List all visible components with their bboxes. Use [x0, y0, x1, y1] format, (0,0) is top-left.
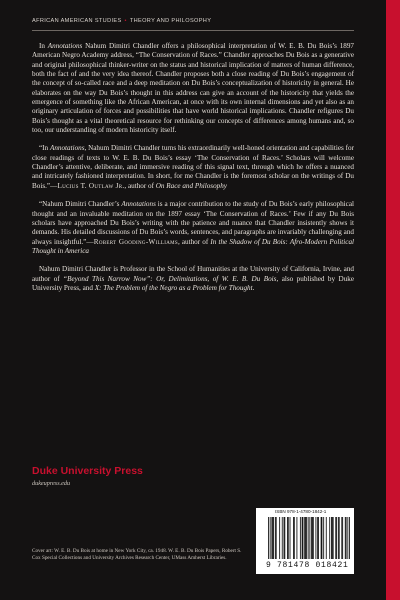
series-line	[32, 18, 211, 24]
barcode-bar	[303, 517, 304, 559]
barcode-bar	[311, 517, 312, 559]
barcode-bar	[331, 517, 332, 559]
blurb-author-book: In the Shadow of Du Bois: Afro-Modern Political Thought in America	[32, 237, 354, 255]
barcode-bar	[326, 517, 327, 559]
bio-lead: Nahum Dimitri Chandler is Professor in the School of Humanities at the University of California, Irvine, and author of	[32, 265, 354, 283]
series-divider	[32, 30, 354, 31]
barcode-bar	[296, 517, 297, 559]
barcode-bar	[313, 517, 314, 559]
barcode-bar	[287, 517, 288, 559]
description-body: Nahum Dimitri Chandler offers a philosophical interpretation of W. E. B. Du Bois’s 1897 American Negro Academy address, “The Conservation of Races.” Chandler approaches Du Bois as a generative and original philosophical thinker-writer on the status and historical implication of matters of human difference, both the fact of and the very idea thereof. Chandler proposes both a close reading of Du Bois’s engagement of the concept of so-called race and a deep meditation on Du Bois’s conceptualization of historicity in general. He elaborates on the way Du Bois’s thought in this address can give an account of the historicity that yields the emergence of something like the African American, at once with its own internal dimensions and yet also as an originary articulation of forces and possibilities that have world historical implications. Chandler refigures Du Bois’s thought as a vital theoretical resource for rethinking our concepts of differences among humans and, so too, our understanding of modern historicity itself.	[32, 42, 355, 135]
barcode-bar	[273, 517, 274, 559]
barcode-bar	[333, 517, 334, 559]
barcode-bar	[342, 517, 343, 559]
barcode-bar	[270, 517, 271, 559]
blurb-author: —Robert Gooding-Williams	[86, 237, 178, 246]
barcode-bar	[341, 517, 342, 559]
description-lead: In	[39, 42, 48, 50]
barcode-bar	[308, 517, 309, 559]
blurb-book-title: Annotations	[121, 200, 156, 209]
publisher-name: Duke University Press	[32, 465, 143, 477]
blurb-affiliation-lead: , author of	[124, 181, 156, 190]
blurb-outlaw	[32, 144, 354, 191]
bio-end: .	[252, 283, 255, 292]
blurb-gooding-williams	[32, 200, 354, 256]
author-bio	[32, 265, 354, 293]
bullet-separator: •	[124, 18, 127, 24]
barcode-bar	[268, 517, 269, 559]
barcode-bar	[323, 517, 324, 559]
barcode-bar	[347, 517, 348, 559]
blurb-author-book: On Race and Philosophy	[155, 181, 227, 190]
barcode-bar	[288, 517, 289, 559]
blurb-lead: “In	[39, 144, 50, 153]
blurb-text: , Nahum Dimitri Chandler turns his extraordinarily well-honed orientation and capabilities for close readings of texts to W. E. B. Du Bois’s essay ‘The Conservation of Races.’ Scholars will welcome Chandler’s attentive, deliberate, and immersive reading of this signal text, through which he offers a nuanced and intricately fashioned interpretation. In short, for me Chandler is the foremost scholar on the writings of Du Bois.”	[32, 144, 354, 190]
description-paragraph	[32, 42, 354, 135]
body-text	[32, 42, 354, 302]
barcode-bar	[338, 517, 339, 559]
barcode-bar	[284, 517, 285, 559]
isbn-label: ISBN 978-1-4780-1842-1	[275, 509, 327, 514]
barcode-bar	[306, 517, 307, 559]
barcode-bar	[272, 517, 273, 559]
barcode-bar	[290, 517, 291, 559]
barcode-bar	[315, 517, 316, 559]
blurb-author: —Lucius T. Outlaw Jr.	[50, 181, 125, 190]
barcode-bar	[294, 517, 295, 559]
barcode-bar	[309, 517, 310, 559]
bio-book-one: “Beyond This Narrow Now”: Or, Delimitations, of W. E. B. Du Bois	[63, 274, 277, 283]
cover-credit: Cover art: W. E. B. Du Bois at home in New York City, ca. 1948. W. E. B. Du Bois Papers, Robert S. Cox Special Collections and University Archives Research Center, UMass Amherst Libraries.	[32, 548, 242, 561]
barcode-bar	[293, 517, 294, 559]
barcode-bar	[335, 517, 336, 559]
blurb-affiliation-lead: , author of	[177, 237, 211, 246]
barcode-bar	[336, 517, 337, 559]
series-right: THEORY AND PHILOSOPHY	[129, 18, 212, 24]
barcode-bar	[284, 517, 285, 559]
barcode-bar	[349, 517, 350, 559]
barcode-bar	[346, 517, 347, 559]
barcode-bar	[317, 517, 318, 559]
blurb-lead: “Nahum Dimitri Chandler’s	[39, 200, 122, 209]
barcode-bar	[318, 517, 319, 559]
barcode-bar	[282, 517, 283, 559]
bio-middle: , also published by Duke University Press, and	[32, 274, 355, 292]
barcode-bar	[302, 517, 303, 559]
barcode-bar	[329, 517, 330, 559]
barcode-bar	[339, 517, 340, 559]
barcode-bar	[304, 517, 305, 559]
barcode-bar	[275, 517, 276, 559]
barcode-bar	[300, 517, 301, 559]
blurb-book-title: Annotations	[49, 144, 85, 153]
barcode-bar	[279, 517, 280, 559]
barcode-bar	[271, 517, 272, 559]
barcode-bar	[345, 517, 346, 559]
series-left: AFRICAN AMERICAN STUDIES	[32, 18, 122, 24]
blurb-text: is a major contribution to the study of Du Bois’s early philosophical thought and an invaluable meditation on the 1897 essay ‘The Conservation of Races.’ Few if any Du Bois scholars have approached Du Bois’s writing with the patience and nuance that Chandler insistently shows it demands. His detailed discussions of Du Bois’s words, sentences, and paragraphs are invariably challenging and always insightful.”	[32, 200, 354, 246]
barcode-bar	[321, 517, 322, 559]
publisher-url[interactable]: dukeupress.edu	[32, 480, 71, 487]
isbn-digits: 9 781478 018421	[266, 561, 349, 570]
description-book-title: Annotations	[47, 42, 83, 50]
barcode-bar	[276, 517, 277, 559]
red-edge-strip	[386, 0, 400, 600]
barcode-bar	[322, 517, 323, 559]
bio-book-two: X: The Problem of the Negro as a Problem for Thought	[94, 283, 253, 292]
barcode-icon	[268, 517, 350, 559]
barcode-bar	[305, 517, 306, 559]
barcode-bar	[332, 517, 333, 559]
barcode-bar	[312, 517, 313, 559]
